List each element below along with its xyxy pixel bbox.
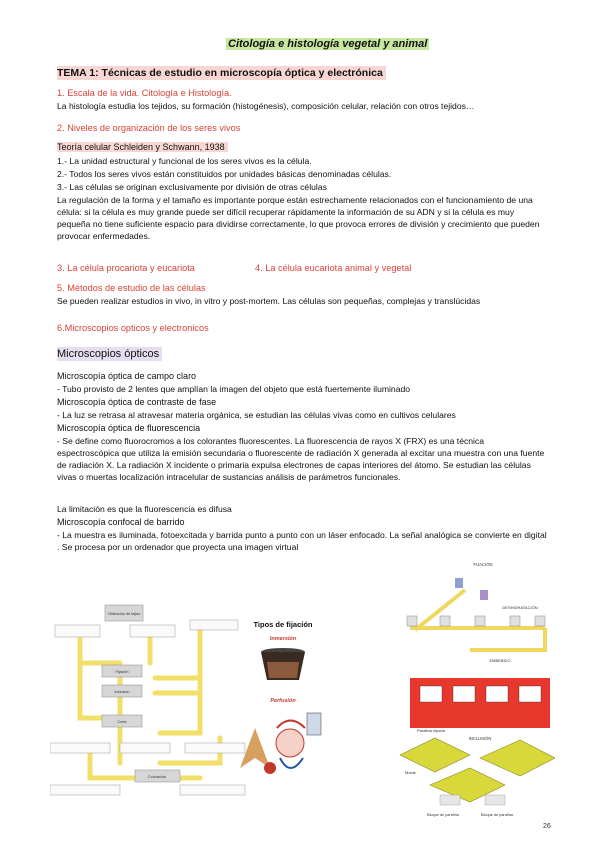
section-3-title: 3. La célula procariota y eucariota [57, 263, 195, 273]
bottom-label-1: Bloque de parafina [427, 813, 459, 817]
mold-label: Molde [405, 770, 416, 775]
contraste-fase-title: Microscopía óptica de contraste de fase [57, 397, 217, 407]
section-5-text: Se pueden realizar estudios in vivo, in vitro y post-mortem. Las células son pequeñas, complejas y translúcidas [57, 296, 481, 306]
fixation-types-figure [235, 618, 330, 798]
fluorescencia-text: - Se define como fluorocromos a los colorantes fluorescentes. La fluorescencia de rayos X (FRX) es una técnica espectroscópica que utiliza la emisión secundaria o fluorescente de radiación X generada al excitar una muestra con una fuente de radiación X. La radiación X incidente o primaria expulsa electrones de capas interiores del átomo. Se estudian las células vivas o muertas localización intracelular de sustancias análisis de parámetros funcionales. [57, 436, 545, 482]
teoria-item-2: 2.- Todos los seres vivos están constituidos por unidades básicas denominadas células. [57, 169, 392, 179]
document-title: Citología e histología vegetal y animal [228, 38, 428, 50]
section-1-text: La histología estudia los tejidos, su formación (histogénesis), composición celular, relación con otros tejidos… [57, 101, 475, 111]
embebido-label: EMBEBIDO [489, 658, 511, 663]
inmersion-label: Inmersión [269, 636, 297, 642]
contraste-fase-text: - La luz se retrasa al atravesar materia orgánica, se estudian las células vivas como en cultivos celulares [57, 410, 456, 420]
fluorescencia-title: Microscopía óptica de fluorescencia [57, 423, 201, 433]
flow-box-corte-label: Corte [117, 720, 127, 724]
inclusion-label: INCLUSIÓN [468, 736, 492, 741]
section-1-title: 1. Escala de la vida. Citología e Histología. [57, 88, 232, 98]
perfusion-illustration [240, 713, 321, 774]
flow-box-coloracion-label: Coloración [147, 775, 167, 779]
section-2-title: 2. Niveles de organización de los seres vivos [57, 123, 241, 133]
section-6-title: 6.Microscopios opticos y electronicos [57, 323, 209, 333]
flow-box-inclusion-label: Inclusión [114, 690, 130, 694]
section-4-title: 4. La célula eucariota animal y vegetal [255, 263, 412, 273]
inclusion-sequence-figure [395, 560, 555, 818]
deshidratacion-label: DESHIDRATACIÓN [502, 605, 538, 610]
teoria-celular-title: Teoría celular Schleiden y Schwann, 1938 [57, 142, 228, 152]
fijacion-label: FIJACIÓN [473, 562, 493, 567]
paraffin-label: Parafina líquida [417, 728, 445, 733]
page-number: 26 [543, 823, 551, 830]
regulacion-paragraph: La regulación de la forma y el tamaño es importante porque están estrechamente relacionados con el funcionamiento de una célula: si la célula es muy grande puede ser difícil recuperar rápidamente la información de su ADN y si la célula es muy pequeña no tiene suficiente espacio para dividirse correctamente, lo que provoca errores de división y crecimiento que pueden provocar enfermedades. [57, 195, 540, 241]
embedding-band [410, 678, 550, 728]
fluorescencia-limitation: La limitación es que la fluorescencia es difusa [57, 504, 232, 514]
confocal-title: Microscopía confocal de barrido [57, 517, 185, 527]
confocal-text: - La muestra es iluminada, fotoexcitada y barrida punto a punto con un láser enfocado. La señal analógica se convierte en digital . Se procesa por un ordenador que proyecta una imagen virtual [57, 530, 547, 552]
flow-box-obtencion-label: Obtención de tejido [107, 612, 141, 616]
teoria-item-1: 1.- La unidad estructural y funcional de los seres vivos es la célula. [57, 156, 312, 166]
section-5-title: 5. Métodos de estudio de las células [57, 283, 206, 293]
bottom-label-2: Bloque de parafina [481, 813, 513, 817]
campo-claro-text: - Tubo provisto de 2 lentes que amplían la imagen del objeto que está fuertemente iluminado [57, 384, 411, 394]
perfusion-label: Perfusión [270, 698, 296, 704]
fixation-title: Tipos de fijación [253, 620, 313, 629]
flow-box-fijacion-label: Fijación [115, 670, 129, 674]
microscopios-opticos-heading: Microscopios ópticos [57, 347, 162, 361]
teoria-item-3: 3.- Las células se originan exclusivamente por división de otras células [57, 182, 327, 192]
tema-heading: TEMA 1: Técnicas de estudio en microscopía óptica y electrónica [57, 66, 386, 80]
histology-flowchart [50, 603, 250, 798]
campo-claro-title: Microscopía óptica de campo claro [57, 371, 197, 381]
